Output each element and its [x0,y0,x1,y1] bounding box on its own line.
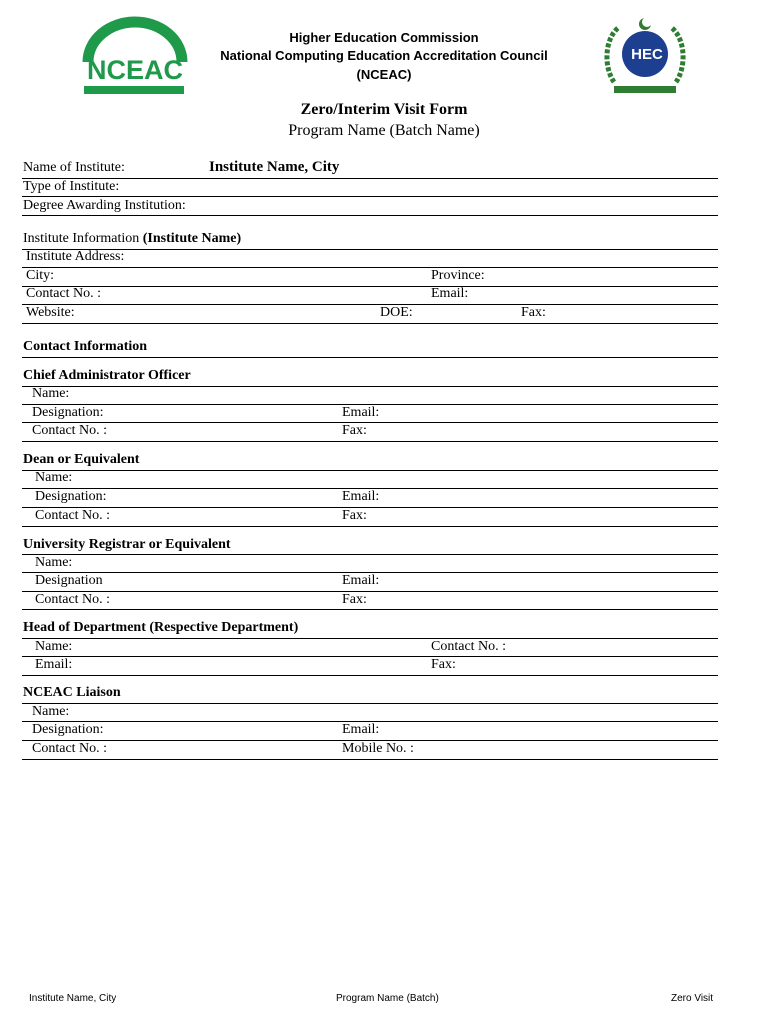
org-acronym: (NCEAC) [356,67,412,82]
hod-contact-label: Contact No. : [431,639,507,654]
contact-info-heading: Contact Information [23,339,148,354]
footer-institute: Institute Name, City [29,993,117,1004]
institute-name-label: Name of Institute: [23,160,125,175]
divider [22,638,718,639]
liaison-contact-label: Contact No. : [32,741,108,756]
cao-designation-label: Designation: [32,405,104,420]
divider [22,591,718,592]
institute-address-label: Institute Address: [26,249,125,264]
divider [22,249,718,250]
divider [22,470,718,471]
divider [22,286,718,287]
institute-name-value: Institute Name, City [209,159,340,175]
liaison-email-label: Email: [342,722,380,737]
website-label: Website: [26,305,75,320]
hod-email-label: Email: [35,657,73,672]
footer-visit-type: Zero Visit [671,993,714,1004]
divider [22,304,718,305]
form-subtitle: Program Name (Batch Name) [288,122,480,139]
nceac-logo-text: NCEAC [86,55,184,85]
registrar-designation-label: Designation [35,573,103,588]
hod-name-label: Name: [35,639,73,654]
divider [22,554,718,555]
hec-logo [600,8,690,98]
liaison-designation-label: Designation: [32,722,104,737]
cao-name-label: Name: [32,386,70,401]
dean-heading: Dean or Equivalent [23,452,140,467]
degree-awarding-label: Degree Awarding Institution: [23,198,186,213]
footer-program: Program Name (Batch) [336,993,439,1004]
divider [22,526,718,527]
doe-label: DOE: [380,305,413,320]
registrar-email-label: Email: [342,573,380,588]
registrar-contact-label: Contact No. : [35,592,111,607]
liaison-heading: NCEAC Liaison [23,685,121,700]
divider [22,441,718,442]
email-label: Email: [431,286,469,301]
divider [22,703,718,704]
registrar-heading: University Registrar or Equivalent [23,537,231,552]
divider [22,656,718,657]
divider [22,357,718,358]
dean-email-label: Email: [342,489,380,504]
dean-contact-label: Contact No. : [35,508,111,523]
divider [22,675,718,676]
liaison-mobile-label: Mobile No. : [342,741,414,756]
cao-fax-label: Fax: [342,423,367,438]
city-label: City: [26,268,55,283]
cao-contact-label: Contact No. : [32,423,108,438]
divider [22,267,718,268]
divider [22,178,718,179]
form-title: Zero/Interim Visit Form [300,101,468,118]
divider [22,386,718,387]
cao-heading: Chief Administrator Officer [23,368,191,383]
divider [22,422,718,423]
divider [22,759,718,760]
org-name-nceac: National Computing Education Accreditation Council [220,48,548,63]
dean-name-label: Name: [35,470,73,485]
dean-fax-label: Fax: [342,508,367,523]
institute-type-label: Type of Institute: [23,179,120,194]
liaison-name-label: Name: [32,704,70,719]
registrar-fax-label: Fax: [342,592,367,607]
contact-no-label: Contact No. : [26,286,102,301]
institute-info-prefix: Institute Information [23,231,143,246]
dean-designation-label: Designation: [35,489,107,504]
institute-info-heading [23,231,241,247]
cao-email-label: Email: [342,405,380,420]
divider [22,215,718,216]
province-label: Province: [431,268,485,283]
org-name-hec: Higher Education Commission [289,30,479,45]
registrar-name-label: Name: [35,555,73,570]
fax-label: Fax: [521,305,546,320]
hod-fax-label: Fax: [431,657,456,672]
institute-info-name: (Institute Name) [142,231,242,246]
divider [22,507,718,508]
divider [22,196,718,197]
hec-logo-text: HEC [631,46,663,63]
divider [22,323,718,324]
hod-heading: Head of Department (Respective Department) [23,620,299,635]
divider [22,609,718,610]
